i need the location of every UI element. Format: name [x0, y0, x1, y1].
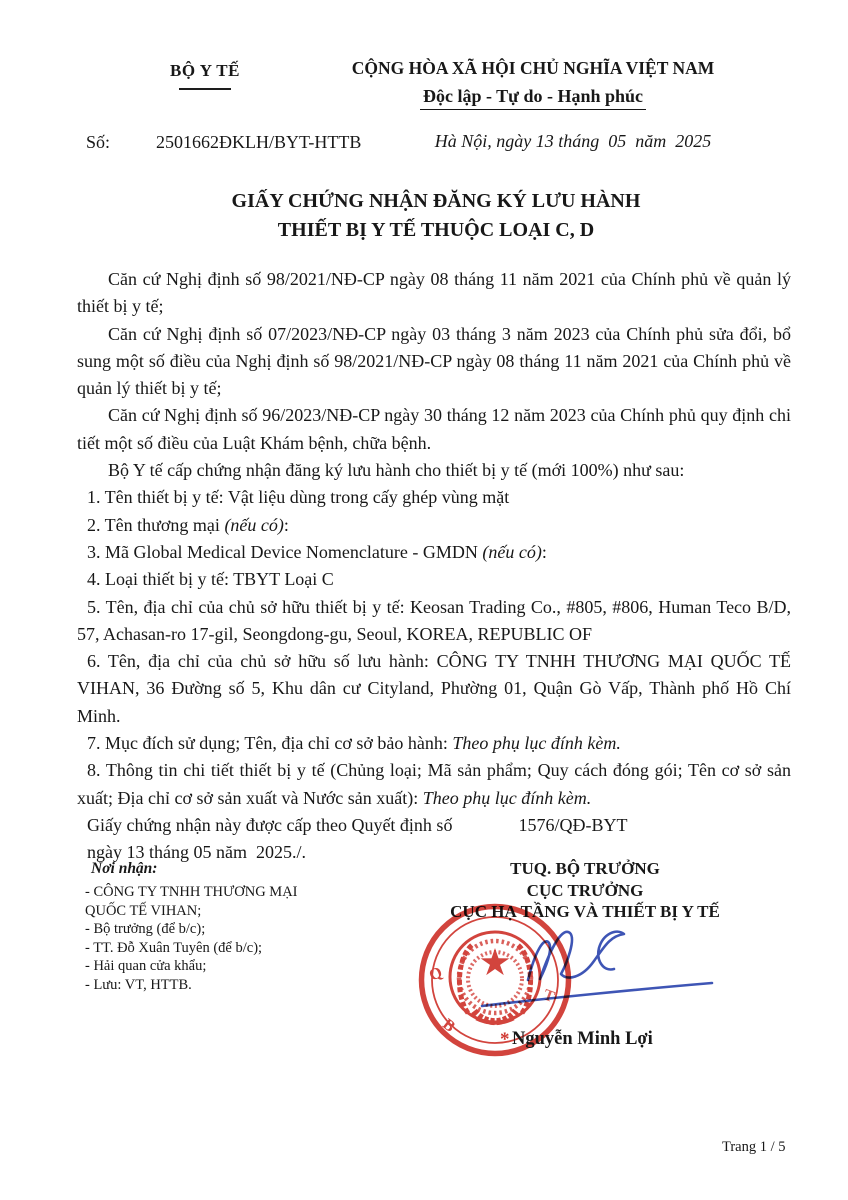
licence-holder-item: 6. Tên, địa chỉ của chủ sở hữu số lưu hành: CÔNG TY TNHH THƯƠNG MẠI QUỐC TẾ VIHAN, 36 Đường số 5, Khu dân cư Cityland, Phường 01, Quận Gò Vấp, Thành phố Hồ Chí Minh.	[77, 651, 791, 726]
handwritten-signature	[470, 895, 730, 1015]
document-number-label: Số:	[86, 132, 111, 152]
signing-authority-line2: CỤC TRƯỞNG	[526, 880, 644, 900]
purpose-warranty-item: 7. Mục đích sử dụng; Tên, địa chỉ cơ sở bảo hành: Theo phụ lục đính kèm.	[87, 733, 621, 754]
national-title: CỘNG HÒA XÃ HỘI CHỦ NGHĨA VIỆT NAM	[351, 58, 715, 78]
ministry-underline	[179, 88, 231, 90]
svg-text:T: T	[540, 986, 557, 1006]
grant-statement: Bộ Y tế cấp chứng nhận đăng ký lưu hành cho thiết bị y tế (mới 100%) như sau:	[108, 460, 685, 481]
recipient-item: - TT. Đỗ Xuân Tuyên (để b/c);	[85, 939, 263, 956]
national-motto: Độc lập - Tự do - Hạnh phúc	[420, 86, 646, 110]
decision-number: 1576/QĐ-BYT	[518, 814, 628, 835]
recipient-item: - Hải quan cửa khẩu;	[85, 958, 207, 975]
signing-authority-line3: CỤC HẠ TẦNG VÀ THIẾT BỊ Y TẾ	[450, 902, 720, 921]
stamp-star-mark: *	[500, 1029, 510, 1050]
issuing-ministry-block	[85, 61, 325, 90]
recipients-list	[85, 883, 328, 995]
decision-reference-line: Giấy chứng nhận này được cấp theo Quyết định số 1576/QĐ-BYT	[87, 814, 628, 835]
document-title-line1: GIẤY CHỨNG NHẬN ĐĂNG KÝ LƯU HÀNH	[231, 190, 641, 212]
trade-name-item: 2. Tên thương mại (nếu có):	[87, 514, 289, 535]
svg-text:B: B	[439, 1015, 458, 1036]
document-body	[77, 266, 791, 867]
svg-text:Q: Q	[426, 963, 445, 985]
signing-authority-line1: TUQ. BỘ TRƯỞNG	[510, 859, 660, 878]
national-header-block	[333, 58, 733, 110]
signer-name: Nguyễn Minh Lợi	[512, 1029, 653, 1049]
recipient-item: - CÔNG TY TNHH THƯƠNG MẠI QUỐC TẾ VIHAN;	[85, 884, 298, 919]
legal-basis-paragraph: Căn cứ Nghị định số 07/2023/NĐ-CP ngày 03 tháng 3 năm 2023 của Chính phủ sửa đổi, bổ sung một số điều của Nghị định số 98/2021/NĐ-CP ngày 08 tháng 11 năm 2021 của Chính phủ về quản lý thiết bị y tế;	[77, 323, 791, 399]
page-number: Trang 1 / 5	[722, 1139, 786, 1155]
device-name-item: 1. Tên thiết bị y tế: Vật liệu dùng trong cấy ghép vùng mặt	[87, 487, 510, 508]
place-and-date: Hà Nội, ngày 13 tháng 05 năm 2025	[434, 131, 712, 151]
device-class-item: 4. Loại thiết bị y tế: TBYT Loại C	[87, 569, 334, 590]
device-details-item: 8. Thông tin chi tiết thiết bị y tế (Chủng loại; Mã sản phẩm; Quy cách đóng gói; Tên cơ sở sản xuất; Địa chỉ cơ sở sản xuất và Nước sản xuất): Theo phụ lục đính kèm.	[77, 760, 791, 808]
recipient-item: - Bộ trưởng (để b/c);	[85, 921, 206, 938]
gmdn-code-item: 3. Mã Global Medical Device Nomenclature - GMDN (nếu có):	[87, 541, 547, 562]
decision-date-line: ngày 13 tháng 05 năm 2025./.	[87, 842, 306, 863]
legal-basis-paragraph: Căn cứ Nghị định số 98/2021/NĐ-CP ngày 08 tháng 11 năm 2021 của Chính phủ về quản lý thiết bị y tế;	[77, 269, 791, 317]
legal-basis-paragraph: Căn cứ Nghị định số 96/2023/NĐ-CP ngày 30 tháng 12 năm 2023 của Chính phủ quy định chi tiết một số điều của Luật Khám bệnh, chữa bệnh.	[77, 405, 791, 453]
recipients-label: Nơi nhận:	[91, 860, 158, 877]
recipient-item: - Lưu: VT, HTTB.	[85, 976, 192, 993]
document-number-value: 2501662ĐKLH/BYT-HTTB	[156, 132, 362, 152]
document-title-line2: THIẾT BỊ Y TẾ THUỘC LOẠI C, D	[277, 218, 595, 241]
device-owner-item: 5. Tên, địa chỉ của chủ sở hữu thiết bị y tế: Keosan Trading Co., #805, #806, Human Teco B/D, 57, Achasan-ro 17-gil, Seongdong-gu, Seoul, KOREA, REPUBLIC OF	[77, 596, 791, 644]
ministry-name: BỘ Y TẾ	[170, 61, 240, 80]
document-title	[36, 187, 836, 244]
